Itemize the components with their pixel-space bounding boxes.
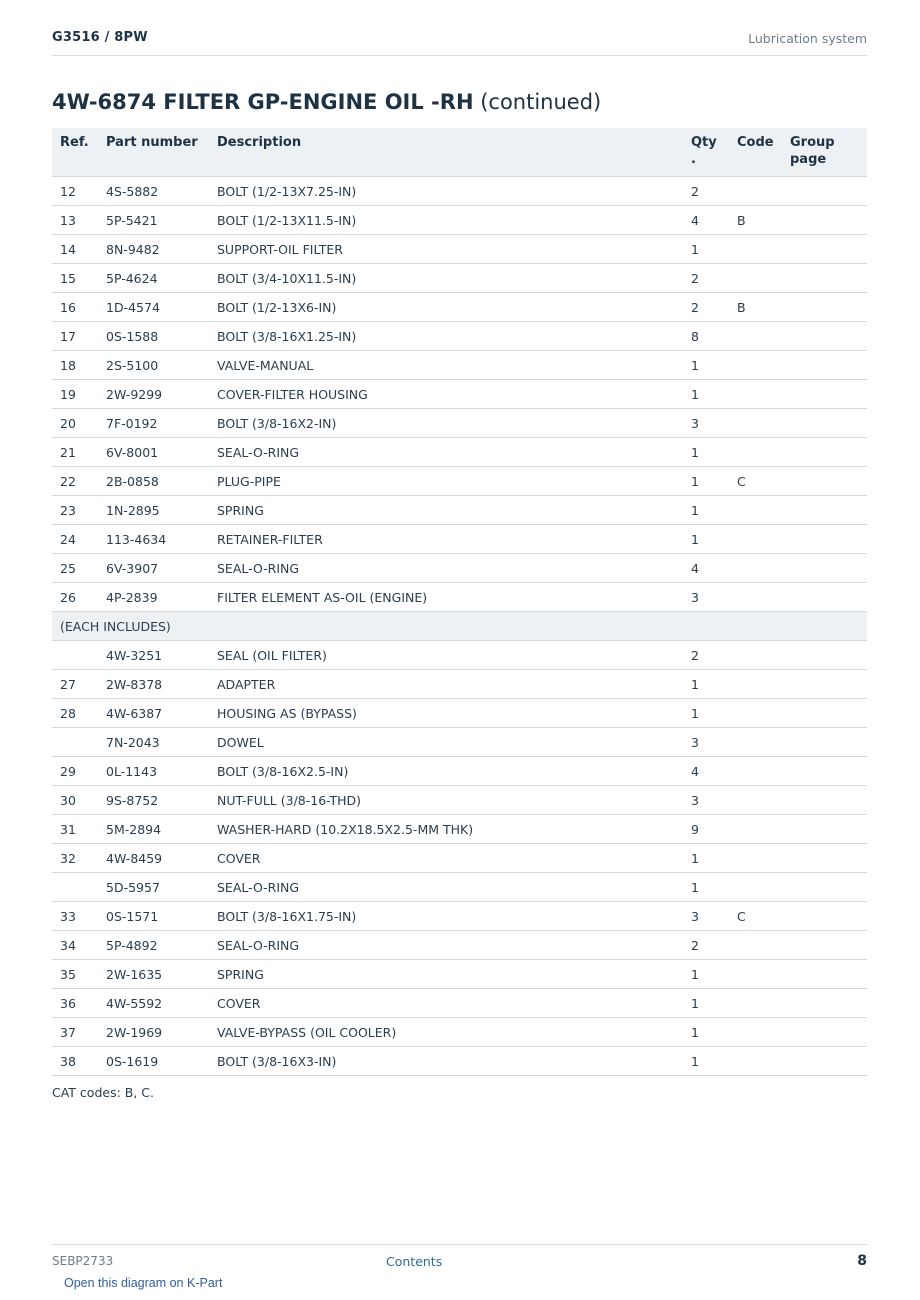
cell-part-number: 5P-4892	[106, 938, 158, 953]
cell-ref: 27	[60, 677, 76, 692]
column-header-group-line2: page	[790, 152, 827, 167]
cell-qty: 1	[691, 851, 699, 866]
kpart-link[interactable]: Open this diagram on K-Part	[64, 1276, 223, 1290]
cell-description: FILTER ELEMENT AS-OIL (ENGINE)	[217, 590, 428, 605]
cell-ref: 19	[60, 387, 76, 402]
cell-part-number: 7F-0192	[106, 416, 158, 431]
cell-code: B	[737, 300, 746, 315]
cell-part-number: 4S-5882	[106, 184, 159, 199]
cell-part-number: 1N-2895	[106, 503, 160, 518]
table-row	[52, 380, 867, 409]
cell-description: BOLT (3/4-10X11.5-IN)	[217, 271, 357, 286]
cell-qty: 4	[691, 764, 699, 779]
cell-qty: 2	[691, 184, 699, 199]
table-header	[52, 128, 867, 177]
cell-description: RETAINER-FILTER	[217, 532, 323, 547]
table-row	[52, 235, 867, 264]
table-row	[52, 728, 867, 757]
cell-ref: 15	[60, 271, 76, 286]
cell-ref: 14	[60, 242, 76, 257]
cell-qty: 1	[691, 503, 699, 518]
cell-description: COVER	[217, 851, 261, 866]
cell-part-number: 6V-8001	[106, 445, 159, 460]
cell-ref: 37	[60, 1025, 76, 1040]
cell-qty: 2	[691, 938, 699, 953]
table-row	[52, 264, 867, 293]
table-row	[52, 873, 867, 902]
document-id: SEBP2733	[52, 1254, 114, 1268]
cell-description: PLUG-PIPE	[217, 474, 281, 489]
cell-description: DOWEL	[217, 735, 264, 750]
cell-description: BOLT (1/2-13X7.25-IN)	[217, 184, 357, 199]
cell-qty: 1	[691, 706, 699, 721]
cell-qty: 1	[691, 880, 699, 895]
table-row	[52, 641, 867, 670]
table-row	[52, 409, 867, 438]
column-header-qty-line2: .	[691, 152, 696, 167]
cell-ref: 31	[60, 822, 76, 837]
cell-qty: 1	[691, 996, 699, 1011]
column-header-ref: Ref.	[60, 135, 89, 150]
cell-ref: 18	[60, 358, 76, 373]
cell-part-number: 4W-5592	[106, 996, 163, 1011]
parts-table	[52, 128, 867, 1076]
table-row	[52, 902, 867, 931]
cell-ref: 20	[60, 416, 76, 431]
cell-part-number: 4W-8459	[106, 851, 163, 866]
cell-part-number: 1D-4574	[106, 300, 160, 315]
cell-part-number: 2W-1635	[106, 967, 163, 982]
table-row	[52, 670, 867, 699]
cell-ref: 24	[60, 532, 76, 547]
table-row	[52, 786, 867, 815]
cell-qty: 1	[691, 358, 699, 373]
subheader-row	[52, 612, 867, 641]
cell-ref: 36	[60, 996, 76, 1011]
table-row	[52, 206, 867, 235]
cell-qty: 1	[691, 677, 699, 692]
cell-qty: 1	[691, 967, 699, 982]
table-row	[52, 525, 867, 554]
cell-description: SEAL-O-RING	[217, 561, 300, 576]
cell-part-number: 113-4634	[106, 532, 167, 547]
model-label: G3516 / 8PW	[52, 30, 148, 45]
table-row	[52, 699, 867, 728]
column-header-part-number: Part number	[106, 135, 198, 150]
cell-part-number: 4W-3251	[106, 648, 163, 663]
cell-part-number: 2S-5100	[106, 358, 159, 373]
cell-part-number: 2W-9299	[106, 387, 163, 402]
cell-ref: 35	[60, 967, 76, 982]
page-header	[52, 28, 867, 56]
cell-part-number: 2W-8378	[106, 677, 163, 692]
cell-qty: 3	[691, 590, 699, 605]
table-row	[52, 554, 867, 583]
table-row	[52, 467, 867, 496]
cell-qty: 1	[691, 474, 699, 489]
cell-part-number: 6V-3907	[106, 561, 159, 576]
cell-part-number: 0S-1619	[106, 1054, 159, 1069]
cell-code: C	[737, 909, 746, 924]
table-row	[52, 815, 867, 844]
cell-description: BOLT (3/8-16X2-IN)	[217, 416, 337, 431]
cell-qty: 1	[691, 445, 699, 460]
cell-description: COVER-FILTER HOUSING	[217, 387, 368, 402]
cell-qty: 1	[691, 532, 699, 547]
cell-ref: 16	[60, 300, 76, 315]
column-header-qty-line1: Qty	[691, 135, 717, 150]
cell-description: NUT-FULL (3/8-16-THD)	[217, 793, 362, 808]
cell-qty: 2	[691, 648, 699, 663]
cell-part-number: 4W-6387	[106, 706, 163, 721]
cell-part-number: 2W-1969	[106, 1025, 163, 1040]
table-row	[52, 931, 867, 960]
cell-description: COVER	[217, 996, 261, 1011]
table-row	[52, 293, 867, 322]
cell-ref: 30	[60, 793, 76, 808]
cell-qty: 1	[691, 1054, 699, 1069]
cell-qty: 2	[691, 300, 699, 315]
cell-description: SEAL-O-RING	[217, 880, 300, 895]
cell-part-number: 4P-2839	[106, 590, 158, 605]
cell-description: BOLT (3/8-16X3-IN)	[217, 1054, 337, 1069]
cell-ref: 29	[60, 764, 76, 779]
cell-ref: 21	[60, 445, 76, 460]
table-row	[52, 1047, 867, 1076]
table-row	[52, 960, 867, 989]
cell-description: VALVE-MANUAL	[217, 358, 314, 373]
group-title: 4W-6874 FILTER GP-ENGINE OIL -RH	[52, 90, 474, 114]
column-header-qty	[691, 134, 717, 168]
column-header-group-line1: Group	[790, 135, 835, 150]
cell-ref: 26	[60, 590, 76, 605]
table-row	[52, 496, 867, 525]
cell-ref: 23	[60, 503, 76, 518]
column-header-group-page	[790, 134, 835, 168]
cell-qty: 2	[691, 271, 699, 286]
page-title	[52, 90, 601, 114]
cell-description: SPRING	[217, 967, 264, 982]
cell-qty: 1	[691, 1025, 699, 1040]
cell-qty: 3	[691, 735, 699, 750]
table-row	[52, 583, 867, 612]
cell-description: SUPPORT-OIL FILTER	[217, 242, 343, 257]
cell-ref: 25	[60, 561, 76, 576]
cell-part-number: 9S-8752	[106, 793, 159, 808]
table-body-includes	[52, 641, 867, 1076]
cell-description: HOUSING AS (BYPASS)	[217, 706, 357, 721]
cell-ref: 12	[60, 184, 76, 199]
cell-qty: 4	[691, 213, 699, 228]
cell-description: SPRING	[217, 503, 264, 518]
table-row	[52, 438, 867, 467]
cell-qty: 3	[691, 416, 699, 431]
cell-ref: 32	[60, 851, 76, 866]
cat-codes-note: CAT codes: B, C.	[52, 1085, 154, 1100]
table-row	[52, 322, 867, 351]
table-row	[52, 351, 867, 380]
cell-part-number: 5P-5421	[106, 213, 158, 228]
page-footer	[52, 1244, 867, 1274]
cell-part-number: 0S-1588	[106, 329, 159, 344]
cell-ref: 34	[60, 938, 76, 953]
cell-ref: 17	[60, 329, 76, 344]
contents-link[interactable]: Contents	[386, 1254, 443, 1269]
cell-description: BOLT (1/2-13X11.5-IN)	[217, 213, 357, 228]
table-row	[52, 989, 867, 1018]
cell-part-number: 5P-4624	[106, 271, 158, 286]
cell-qty: 1	[691, 242, 699, 257]
column-header-code: Code	[737, 135, 774, 150]
cell-ref: 22	[60, 474, 76, 489]
cell-description: SEAL-O-RING	[217, 445, 300, 460]
cell-ref: 13	[60, 213, 76, 228]
cell-qty: 3	[691, 909, 699, 924]
cell-code: C	[737, 474, 746, 489]
subheader-label: (EACH INCLUDES)	[60, 619, 171, 634]
cell-description: BOLT (3/8-16X1.75-IN)	[217, 909, 357, 924]
cell-code: B	[737, 213, 746, 228]
cell-qty: 8	[691, 329, 699, 344]
cell-ref: 33	[60, 909, 76, 924]
table-row	[52, 757, 867, 786]
cell-qty: 1	[691, 387, 699, 402]
cell-part-number: 2B-0858	[106, 474, 159, 489]
cell-ref: 38	[60, 1054, 76, 1069]
cell-qty: 4	[691, 561, 699, 576]
cell-description: BOLT (1/2-13X6-IN)	[217, 300, 337, 315]
table-row	[52, 1018, 867, 1047]
cell-part-number: 0S-1571	[106, 909, 159, 924]
cell-description: ADAPTER	[217, 677, 276, 692]
cell-description: BOLT (3/8-16X1.25-IN)	[217, 329, 357, 344]
table-row	[52, 844, 867, 873]
cell-description: BOLT (3/8-16X2.5-IN)	[217, 764, 349, 779]
cell-description: SEAL-O-RING	[217, 938, 300, 953]
cell-part-number: 0L-1143	[106, 764, 158, 779]
cell-part-number: 8N-9482	[106, 242, 160, 257]
continued-label: (continued)	[480, 90, 602, 114]
cell-ref: 28	[60, 706, 76, 721]
cell-description: WASHER-HARD (10.2X18.5X2.5-MM THK)	[217, 822, 474, 837]
cell-description: VALVE-BYPASS (OIL COOLER)	[217, 1025, 397, 1040]
column-header-description: Description	[217, 135, 302, 150]
cell-part-number: 7N-2043	[106, 735, 160, 750]
cell-qty: 9	[691, 822, 699, 837]
page-number: 8	[857, 1253, 867, 1269]
table-row	[52, 177, 867, 206]
section-label: Lubrication system	[748, 31, 867, 46]
cell-part-number: 5D-5957	[106, 880, 160, 895]
cell-qty: 3	[691, 793, 699, 808]
cell-part-number: 5M-2894	[106, 822, 162, 837]
table-body-main	[52, 177, 867, 612]
cell-description: SEAL (OIL FILTER)	[217, 648, 327, 663]
